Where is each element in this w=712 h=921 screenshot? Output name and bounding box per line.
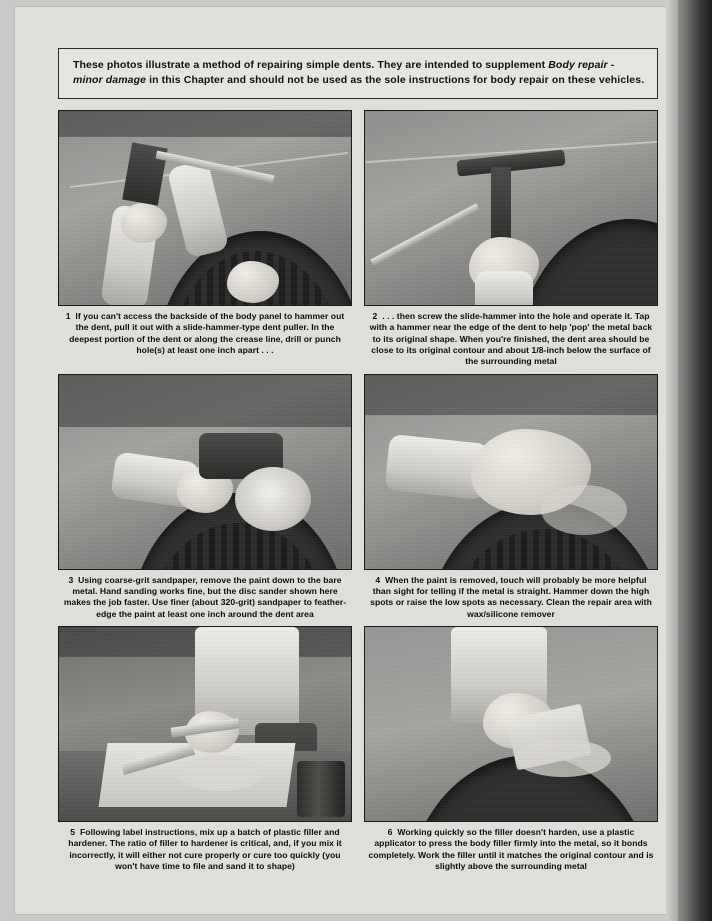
figure-6-caption: [364, 822, 658, 872]
figure-1-photo: [58, 110, 352, 306]
intro-text-part1: These photos illustrate a method of repairing simple dents. They are intended to supplement: [73, 59, 549, 71]
forearm: [475, 271, 533, 306]
intro-italic-1: Body repair - minor: [73, 59, 615, 87]
figure-row-3: [58, 626, 658, 872]
figure-row-2: [58, 374, 658, 620]
page-edge: [666, 0, 678, 921]
figure-4-number: 4: [375, 574, 381, 585]
figure-3-caption-text: Using coarse-grit sandpaper, remove the paint down to the bare metal. Hand sanding works fine, but the disc sander shown here makes the job faster. Use finer (about 320-grit) sandpaper to feather-edge the paint at least one inch around the dent area: [63, 574, 347, 619]
figure-2: [364, 110, 658, 368]
filler-blob: [179, 755, 263, 791]
intro-text-part2: in this Chapter and should not be used as the sole instructions for body repair on these vehicles.: [146, 74, 645, 87]
photo-top-shadow: [59, 111, 352, 137]
figure-4-caption-text: When the paint is removed, touch will probably be more helpful than sight for telling if the metal is straight. Hammer down the high spots or raise the low spots as necessary. Clean the repair area with wax/silicone remover: [370, 574, 652, 619]
figure-grid: [58, 110, 658, 878]
figure-2-caption: [364, 306, 658, 368]
figure-6-number: 6: [387, 827, 393, 838]
intro-note-box: [58, 48, 658, 99]
figure-1: [58, 110, 352, 368]
figure-5-caption: [58, 822, 352, 872]
figure-1-caption: [58, 306, 352, 356]
filler-applied: [515, 739, 611, 777]
figure-2-number: 2: [372, 311, 378, 321]
page-sheet: [14, 6, 678, 915]
figure-5-caption-text: Following label instructions, mix up a batch of plastic filler and hardener. The ratio of filler to hardener is critical, and, if you mix it incorrectly, it will either not cure properly or cure too quickly (you won't have time to file and sand it to shape): [68, 827, 342, 872]
photo-top-shadow: [59, 375, 352, 427]
figure-2-photo: [364, 110, 658, 306]
figure-3: [58, 374, 352, 620]
figure-5-number: 5: [70, 827, 76, 838]
figure-6: [364, 626, 658, 872]
figure-4-photo: [364, 374, 658, 570]
intro-italic-2: damage: [105, 74, 147, 87]
figure-6-photo: [364, 626, 658, 822]
figure-3-number: 3: [68, 574, 74, 585]
figure-1-caption-text: If you can't access the backside of the body panel to hammer out the dent, pull it out with a slide-hammer-type dent puller. In the deepest portion of the dent or along the crease line, drill or punch hole(s) at least one inch apart . . .: [69, 311, 345, 356]
figure-2-caption-text: . . . then screw the slide-hammer into the hole and operate it. Tap with a hammer near the edge of the dent to help 'pop' the metal back to its original shape. When you're finished, the dent area should be close to its original contour and about 1/8-inch below the surface of the surrounding metal: [369, 311, 653, 367]
figure-3-caption: [58, 570, 352, 620]
intro-note-text: [73, 58, 645, 88]
figure-5-photo: [58, 626, 352, 822]
book-gutter-shadow: [678, 0, 712, 921]
figure-4: [364, 374, 658, 620]
figure-4-caption: [364, 570, 658, 620]
figure-6-caption-text: Working quickly so the filler doesn't harden, use a plastic applicator to press the body filler firmly into the metal, so it bonds completely. Work the filler until it matches the original contour and is slightly above the surrounding metal: [368, 827, 654, 872]
figure-3-photo: [58, 374, 352, 570]
sanding-disc: [235, 467, 311, 531]
photo-top-shadow: [365, 375, 658, 415]
figure-5: [58, 626, 352, 872]
filler-can: [297, 761, 345, 817]
bare-metal-area: [541, 485, 627, 535]
figure-1-number: 1: [65, 311, 71, 321]
figure-row-1: [58, 110, 658, 368]
